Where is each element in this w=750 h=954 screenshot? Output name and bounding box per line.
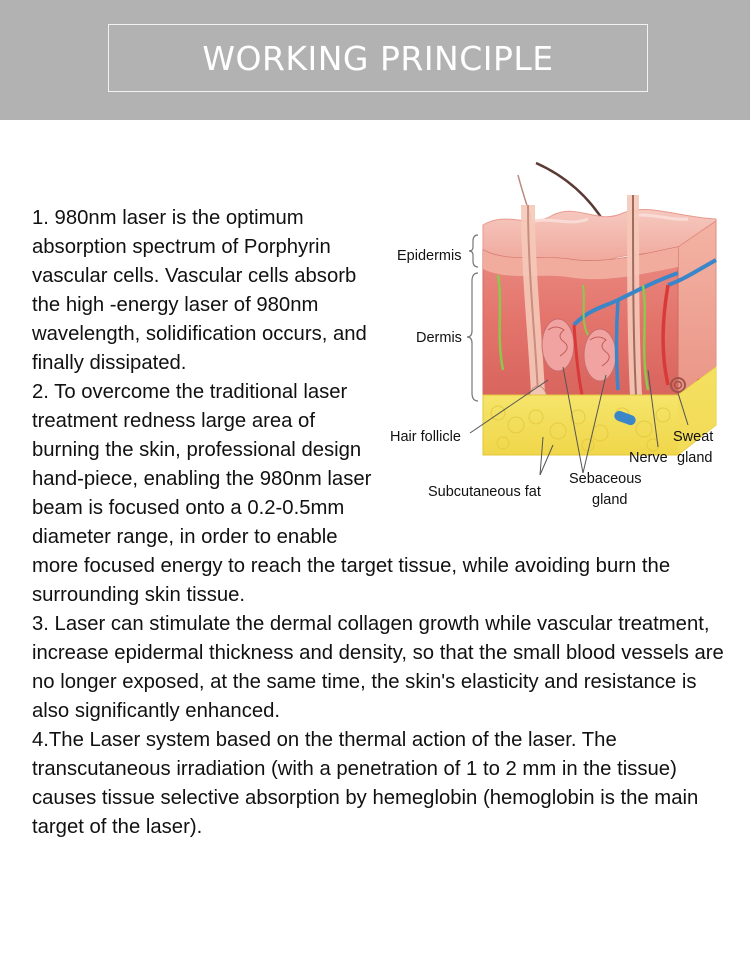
principle-text (32, 204, 732, 842)
label-sebaceous-gland: gland (592, 492, 628, 508)
title-box (108, 24, 648, 92)
label-nerve: Nerve (629, 450, 668, 466)
header-banner (0, 0, 750, 120)
paragraph-2: 2. To overcome the traditional laser treatment redness large area of burning the skin, professional design hand-piece, enabling the 980nm laser beam is focused onto a 0.2-0.5mm diameter range, in order to enable more focused energy to reach the target tissue, while avoiding burn the surrounding skin tissue. (32, 381, 671, 606)
label-sweat: Sweat (673, 429, 714, 445)
page-title: WORKING PRINCIPLE (202, 38, 554, 78)
label-epidermis: Epidermis (397, 248, 462, 264)
label-dermis: Dermis (416, 330, 462, 346)
label-hair-follicle: Hair follicle (390, 429, 461, 445)
diagram-spacer (374, 204, 732, 552)
paragraph-1: 1. 980nm laser is the optimum absorption spectrum of Porphyrin vascular cells. Vascular cells absorb the high -energy laser of 980nm wavelength, solidification occurs, and finally dissipated. (32, 207, 367, 374)
label-subcutaneous-fat: Subcutaneous fat (428, 484, 541, 500)
label-sweat-gland: gland (677, 450, 713, 466)
paragraph-4: 4.The Laser system based on the thermal action of the laser. The transcutaneous irradiation (with a penetration of 1 to 2 mm in the tissue) causes tissue selective absorption by hemeglobin (hemoglobin is the main target of the laser). (32, 729, 699, 838)
paragraph-3: 3. Laser can stimulate the dermal collagen growth while vascular treatment, increase epidermal thickness and density, so that the small blood vessels are no longer exposed, at the same time, the skin's elasticity and resistance is also significantly enhanced. (32, 613, 724, 722)
label-sebaceous: Sebaceous (569, 471, 642, 487)
